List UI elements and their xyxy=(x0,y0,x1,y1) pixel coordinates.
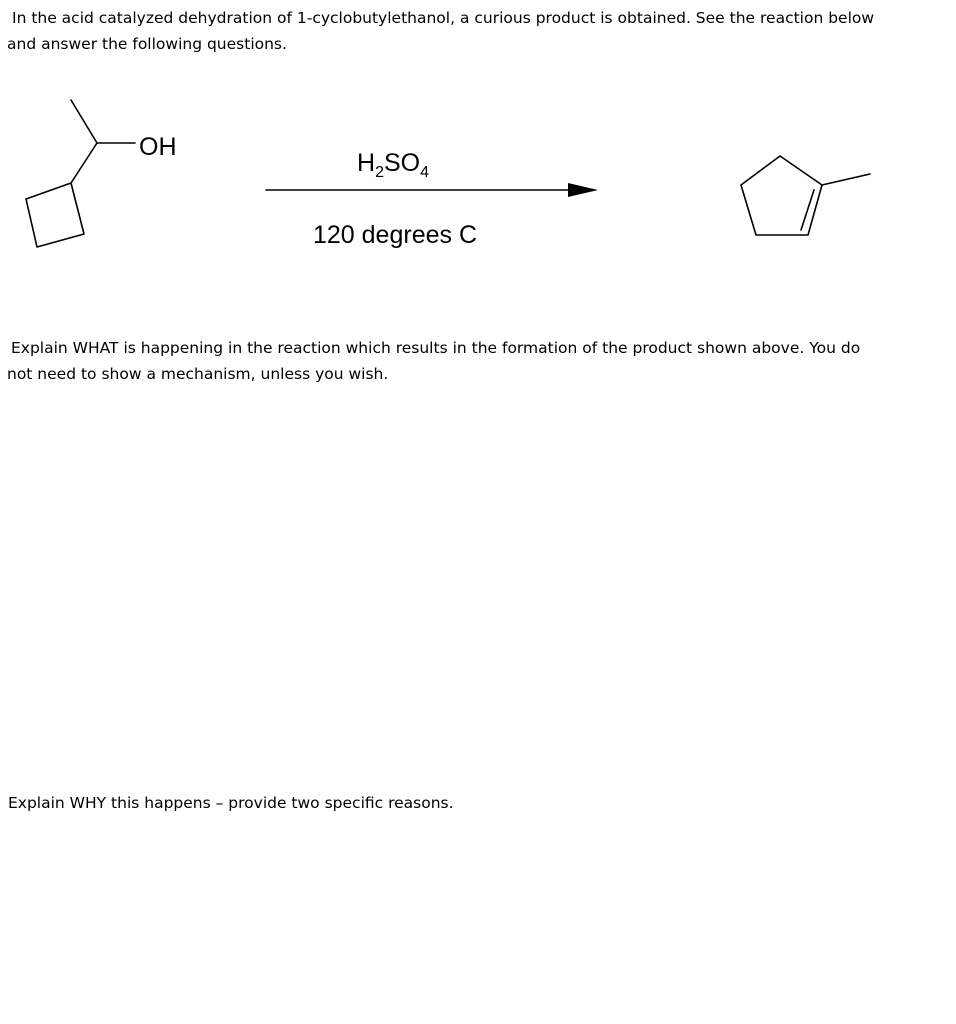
cyclobutane-ring xyxy=(26,183,84,247)
reagent-sub-2: 2 xyxy=(375,164,384,181)
reaction-scheme xyxy=(0,80,956,280)
question-why-paragraph xyxy=(8,790,454,816)
question-what-line-1: Explain WHAT is happening in the reaction which results in the formation of the product shown above. You do xyxy=(11,339,861,357)
bond-methyl xyxy=(71,100,97,143)
bond-methyl-product xyxy=(822,174,870,185)
hydroxyl-label: OH xyxy=(139,133,177,161)
reagent-formula xyxy=(357,149,429,181)
ring-double-bond xyxy=(801,190,814,230)
reactant-structure xyxy=(26,100,177,247)
intro-paragraph xyxy=(7,5,874,57)
reagent-so: SO xyxy=(383,149,421,177)
bond-c-ring xyxy=(71,143,97,183)
intro-line-2: and answer the following questions. xyxy=(7,35,287,53)
question-why-line-1: Explain WHY this happens – provide two specific reasons. xyxy=(8,794,454,812)
question-what-line-2: not need to show a mechanism, unless you wish. xyxy=(7,365,389,383)
cyclopentene-ring xyxy=(741,156,822,235)
reagent-sub-4: 4 xyxy=(420,164,429,181)
reaction-arrow-head xyxy=(568,183,598,197)
intro-line-1: In the acid catalyzed dehydration of 1-cyclobutylethanol, a curious product is obtained. See the reaction below xyxy=(12,9,875,27)
reagent-h: H xyxy=(357,149,376,177)
question-what-paragraph xyxy=(7,335,860,387)
reaction-condition: 120 degrees C xyxy=(313,221,478,249)
product-structure xyxy=(741,156,870,235)
reaction-arrow-group xyxy=(266,149,598,249)
